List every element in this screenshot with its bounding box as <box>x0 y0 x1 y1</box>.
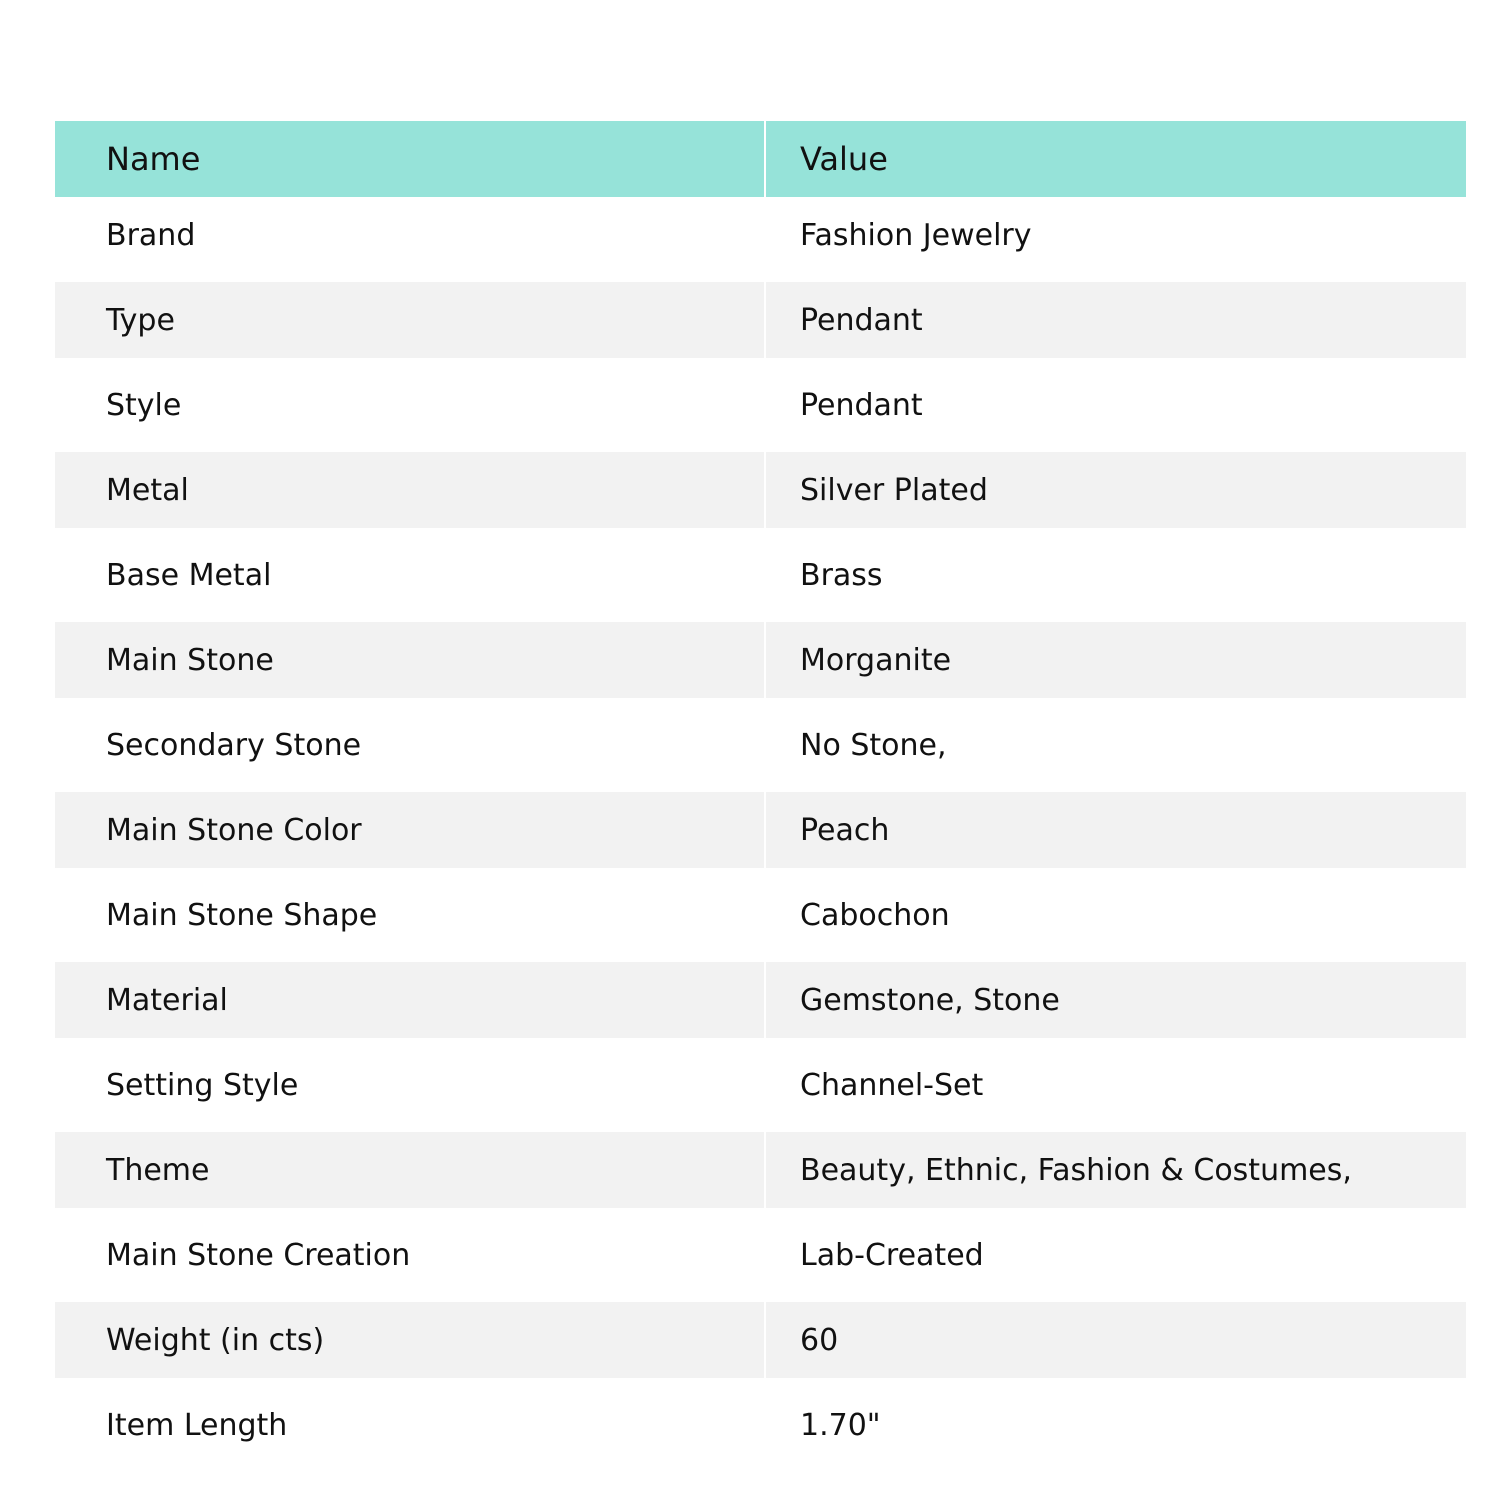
row-value-cell: No Stone, <box>800 727 947 763</box>
row-value-cell: Gemstone, Stone <box>766 962 1466 1038</box>
table-row <box>55 792 1466 877</box>
row-name-cell: Base Metal <box>106 557 272 593</box>
row-name-cell: Main Stone Shape <box>106 897 378 933</box>
table-row <box>55 707 1466 792</box>
table-body <box>55 197 1466 1472</box>
row-name-cell: Main Stone Creation <box>106 1237 411 1273</box>
row-value-cell: Peach <box>766 792 1466 868</box>
row-value-cell: Lab-Created <box>800 1237 984 1273</box>
row-value-cell: Fashion Jewelry <box>800 217 1032 253</box>
row-name-cell: Metal <box>55 452 766 528</box>
row-value-cell: Beauty, Ethnic, Fashion & Costumes, <box>766 1132 1466 1208</box>
row-value-cell: 60 <box>766 1302 1466 1378</box>
table-row <box>55 452 1466 537</box>
table-header <box>55 121 1466 197</box>
row-value-cell: Channel-Set <box>800 1067 984 1103</box>
row-name-cell: Setting Style <box>106 1067 299 1103</box>
row-value-cell: 1.70" <box>800 1407 881 1443</box>
row-name-cell: Style <box>106 387 182 423</box>
table-row <box>55 1132 1466 1217</box>
row-value-cell: Brass <box>800 557 883 593</box>
table-row <box>55 1217 1466 1302</box>
table-row <box>55 1302 1466 1387</box>
row-value-cell: Pendant <box>766 282 1466 358</box>
table-row <box>55 367 1466 452</box>
table-row <box>55 877 1466 962</box>
table-row <box>55 282 1466 367</box>
table-row <box>55 197 1466 282</box>
row-name-cell: Item Length <box>106 1407 288 1443</box>
row-name-cell: Brand <box>106 217 196 253</box>
table-row <box>55 962 1466 1047</box>
row-value-cell: Pendant <box>800 387 923 423</box>
row-value-cell: Silver Plated <box>766 452 1466 528</box>
row-name-cell: Secondary Stone <box>106 727 362 763</box>
table-row <box>55 622 1466 707</box>
header-name: Name <box>55 121 766 197</box>
table-row <box>55 537 1466 622</box>
table-row <box>55 1047 1466 1132</box>
table-row <box>55 1387 1466 1472</box>
row-name-cell: Weight (in cts) <box>55 1302 766 1378</box>
row-value-cell: Cabochon <box>800 897 950 933</box>
row-name-cell: Material <box>55 962 766 1038</box>
row-value-cell: Morganite <box>766 622 1466 698</box>
row-name-cell: Type <box>55 282 766 358</box>
row-name-cell: Main Stone Color <box>55 792 766 868</box>
header-value: Value <box>800 140 888 178</box>
spec-table <box>55 121 1466 1472</box>
row-name-cell: Main Stone <box>55 622 766 698</box>
row-name-cell: Theme <box>55 1132 766 1208</box>
